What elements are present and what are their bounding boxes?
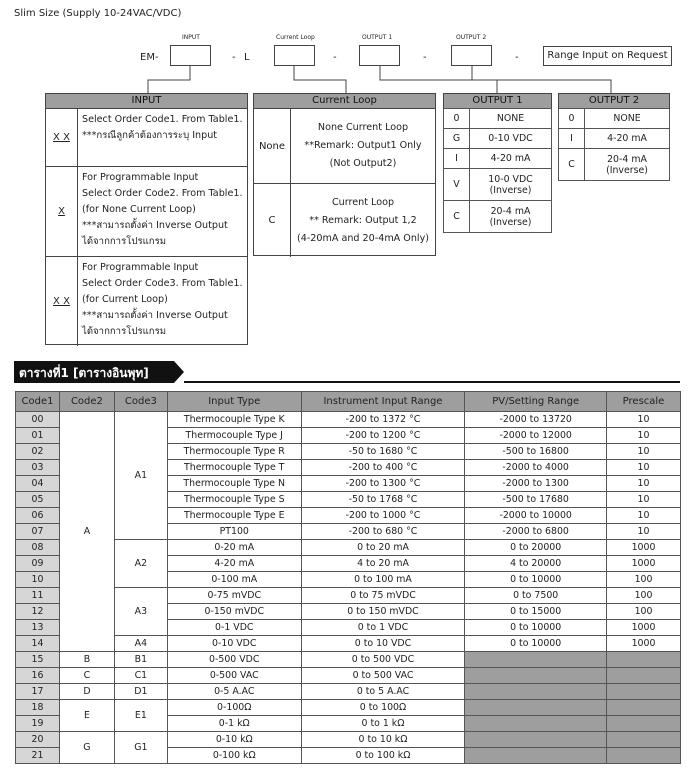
table1-pv-range: -2000 to 12000 [465, 428, 607, 444]
table1-prescale: 1000 [607, 620, 681, 636]
table1-header-cell: Code3 [114, 392, 167, 412]
table1-input-range: -200 to 1300 °C [301, 476, 465, 492]
table1-input-type: PT100 [167, 524, 301, 540]
input-row-line: ได้จากการโปรแกรม [82, 326, 167, 337]
table1-code1: 08 [16, 540, 60, 556]
output2-table [558, 93, 670, 181]
table1-pv-range: -2000 to 1300 [465, 476, 607, 492]
output2-value: 20-4 mA (Inverse) [585, 149, 670, 181]
input-row-line: Select Order Code3. From Table1. [82, 278, 243, 289]
table1-pv-range: 0 to 10000 [465, 620, 607, 636]
output2-value: NONE [585, 109, 670, 129]
table1-pv-range: -2000 to 13720 [465, 412, 607, 428]
table1-input-type: 0-10 kΩ [167, 732, 301, 748]
table1-code1: 02 [16, 444, 60, 460]
input-table [45, 93, 248, 345]
input-row-line: (for Current Loop) [82, 294, 168, 305]
table1-row [16, 684, 681, 700]
table1-pv-range: 0 to 10000 [465, 572, 607, 588]
table1-code1: 00 [16, 412, 60, 428]
table1-pv-range [465, 652, 607, 668]
output1-value: 4-20 mA [470, 149, 552, 169]
output2-row [559, 129, 670, 149]
input-row-line: Select Order Code2. From Table1. [82, 188, 243, 199]
dash-3: - [423, 52, 427, 63]
table1-prescale [607, 716, 681, 732]
input-row-code: X [46, 167, 78, 256]
table1-code1: 01 [16, 428, 60, 444]
table1-input-range: 0 to 100 kΩ [301, 748, 465, 764]
table1-input-type: Thermocouple Type R [167, 444, 301, 460]
output1-value: 20-4 mA (Inverse) [470, 201, 552, 233]
dash-1: - [232, 52, 236, 63]
table1-code1: 14 [16, 636, 60, 652]
table1-input-range: 0 to 150 mVDC [301, 604, 465, 620]
table1-prescale: 10 [607, 492, 681, 508]
table1-code3: A4 [114, 636, 167, 652]
table1-prescale: 1000 [607, 636, 681, 652]
table1-code1: 21 [16, 748, 60, 764]
table1-code2: G [59, 732, 114, 764]
output1-code: V [444, 169, 470, 201]
table1-code2: B [59, 652, 114, 668]
input-row-line: ***กรณีลูกค้าต้องการระบุ Input [82, 130, 218, 141]
table1-input-range: -200 to 680 °C [301, 524, 465, 540]
table1-code3: A1 [114, 412, 167, 540]
table1-pv-range: 0 to 10000 [465, 636, 607, 652]
output1-value: NONE [470, 109, 552, 129]
input-row-line: ***สามารถตั้งค่า Inverse Output [82, 220, 228, 231]
table1-code1: 20 [16, 732, 60, 748]
table1-code1: 15 [16, 652, 60, 668]
output1-value: 10-0 VDC (Inverse) [470, 169, 552, 201]
input-row-line: For Programmable Input [82, 172, 199, 183]
table1-row [16, 700, 681, 716]
input-row-line: For Programmable Input [82, 262, 199, 273]
table1-prescale [607, 748, 681, 764]
connector-lines [0, 0, 700, 100]
order-prefix: EM- [140, 52, 159, 63]
table1-code3: G1 [114, 732, 167, 764]
table1-code1: 16 [16, 668, 60, 684]
table1-code1: 13 [16, 620, 60, 636]
current-loop-table [253, 93, 436, 256]
table1-header-cell: Instrument Input Range [301, 392, 465, 412]
table1-input-type: 0-75 mVDC [167, 588, 301, 604]
input-row-text [78, 167, 247, 256]
table1-prescale [607, 684, 681, 700]
table1-pv-range [465, 732, 607, 748]
current-loop-row [254, 109, 435, 183]
table1-prescale: 1000 [607, 556, 681, 572]
table1-pv-range [465, 716, 607, 732]
table1-row [16, 540, 681, 556]
table1-input-type: 0-1 VDC [167, 620, 301, 636]
table1-code2: E [59, 700, 114, 732]
table1-input-range: 0 to 100 mA [301, 572, 465, 588]
current-loop-line: **Remark: Output1 Only [304, 140, 422, 151]
output1-code: I [444, 149, 470, 169]
output1-title: OUTPUT 1 [443, 93, 552, 108]
table1-input-range: 0 to 10 kΩ [301, 732, 465, 748]
dash-4: - [515, 52, 519, 63]
table1-code1: 10 [16, 572, 60, 588]
table1-input-type: 4-20 mA [167, 556, 301, 572]
table1-header-cell: Code1 [16, 392, 60, 412]
table1-prescale: 10 [607, 524, 681, 540]
current-loop-text [291, 109, 435, 183]
output1-row [444, 109, 552, 129]
input-row [46, 166, 247, 256]
letter-l: L [244, 52, 250, 63]
input-row-code: X X [46, 109, 78, 166]
table1-prescale: 10 [607, 460, 681, 476]
table1-pv-range [465, 684, 607, 700]
output1-table [443, 93, 552, 233]
table1-input-type: Thermocouple Type E [167, 508, 301, 524]
table1-input-range: 0 to 500 VDC [301, 652, 465, 668]
input-row-line: ***สามารถตั้งค่า Inverse Output [82, 310, 228, 321]
current-loop-text [291, 184, 435, 257]
table1-prescale: 1000 [607, 540, 681, 556]
input-row-text [78, 109, 247, 166]
input-table-rows [46, 109, 247, 346]
range-note: Range Input on Request [543, 46, 672, 66]
input-row-line: (for None Current Loop) [82, 204, 196, 215]
table1-code2: C [59, 668, 114, 684]
table1-prescale: 10 [607, 444, 681, 460]
input-row [46, 256, 247, 346]
table1-row [16, 636, 681, 652]
input-row-code: X X [46, 257, 78, 346]
output1-row [444, 169, 552, 201]
table1-input-range: -200 to 400 °C [301, 460, 465, 476]
current-loop-code: None [254, 109, 291, 183]
input-table-title: INPUT [46, 94, 247, 109]
current-loop-line: (4-20mA and 20-4mA Only) [296, 232, 430, 244]
label-output2: OUTPUT 2 [456, 34, 487, 41]
table1-input-range: 0 to 75 mVDC [301, 588, 465, 604]
table1-input-range: 0 to 10 VDC [301, 636, 465, 652]
section-title: ตารางที่1 [ตารางอินพุท] [19, 366, 149, 380]
table1-code1: 19 [16, 716, 60, 732]
table1-code1: 18 [16, 700, 60, 716]
output1-row [444, 201, 552, 233]
table1-pv-range: -500 to 16800 [465, 444, 607, 460]
table1-input-range: 4 to 20 mA [301, 556, 465, 572]
table1-code1: 03 [16, 460, 60, 476]
table1-prescale: 100 [607, 604, 681, 620]
table1-input-range: -50 to 1680 °C [301, 444, 465, 460]
table1-input-range: -200 to 1200 °C [301, 428, 465, 444]
table1-header-cell: Code2 [59, 392, 114, 412]
table1-row [16, 412, 681, 428]
table1-input-type: 0-100 kΩ [167, 748, 301, 764]
table1-prescale: 10 [607, 476, 681, 492]
table1-prescale: 100 [607, 572, 681, 588]
label-current-loop: Current Loop [276, 34, 315, 41]
table1-prescale: 100 [607, 588, 681, 604]
table1-prescale [607, 652, 681, 668]
table1-input-range: -200 to 1000 °C [301, 508, 465, 524]
table1-code1: 04 [16, 476, 60, 492]
current-loop-title: Current Loop [254, 94, 435, 109]
input-row [46, 109, 247, 166]
table1-prescale: 10 [607, 508, 681, 524]
output2-rows [558, 108, 670, 181]
table1-code2: A [59, 412, 114, 652]
table1-code3: A3 [114, 588, 167, 636]
output2-code: 0 [559, 109, 585, 129]
table1-pv-range [465, 668, 607, 684]
table1-input-type: Thermocouple Type J [167, 428, 301, 444]
table1-input-type: 0-100Ω [167, 700, 301, 716]
table1-input-type: 0-500 VDC [167, 652, 301, 668]
current-loop-line: Current Loop [331, 196, 395, 208]
label-input: INPUT [182, 34, 200, 41]
table1-code1: 07 [16, 524, 60, 540]
table1-pv-range [465, 700, 607, 716]
table1-code2: D [59, 684, 114, 700]
subtitle: Slim Size (Supply 10-24VAC/VDC) [14, 8, 182, 19]
table1-prescale [607, 732, 681, 748]
output1-code: 0 [444, 109, 470, 129]
table1-header-cell: Input Type [167, 392, 301, 412]
table1-pv-range: -2000 to 10000 [465, 508, 607, 524]
table1-code1: 06 [16, 508, 60, 524]
dash-2: - [333, 52, 337, 63]
table1-input-range: -50 to 1768 °C [301, 492, 465, 508]
current-loop-row [254, 183, 435, 257]
table1-input-type: Thermocouple Type K [167, 412, 301, 428]
input-row-line: Select Order Code1. From Table1. [82, 114, 243, 125]
output1-row [444, 129, 552, 149]
input-row-line: ได้จากการโปรแกรม [82, 236, 167, 247]
table1-input-range: -200 to 1372 °C [301, 412, 465, 428]
table1-header-cell: Prescale [607, 392, 681, 412]
table1-prescale: 10 [607, 428, 681, 444]
table1-row [16, 732, 681, 748]
table1-row [16, 652, 681, 668]
table1-code1: 05 [16, 492, 60, 508]
table1-code3: C1 [114, 668, 167, 684]
table1-code3: D1 [114, 684, 167, 700]
output2-row [559, 149, 670, 181]
table1-input-range: 0 to 5 A.AC [301, 684, 465, 700]
table1-input-type: 0-5 A.AC [167, 684, 301, 700]
table1-prescale [607, 668, 681, 684]
table1-input-type: Thermocouple Type N [167, 476, 301, 492]
current-loop-rows [254, 109, 435, 257]
table1-code3: A2 [114, 540, 167, 588]
output2-title: OUTPUT 2 [558, 93, 670, 108]
table1-input-type: 0-20 mA [167, 540, 301, 556]
table1-code1: 11 [16, 588, 60, 604]
label-output1: OUTPUT 1 [362, 34, 393, 41]
output1-rows [443, 108, 552, 233]
table1-code1: 12 [16, 604, 60, 620]
table1-pv-range: 0 to 15000 [465, 604, 607, 620]
table1 [15, 391, 681, 764]
table1-input-type: 0-150 mVDC [167, 604, 301, 620]
table1-code3: E1 [114, 700, 167, 732]
table1-code1: 09 [16, 556, 60, 572]
current-loop-line: None Current Loop [317, 122, 409, 133]
output1-code: C [444, 201, 470, 233]
output2-value: 4-20 mA [585, 129, 670, 149]
table1-input-type: 0-10 VDC [167, 636, 301, 652]
table1-row [16, 668, 681, 684]
current-loop-line: (Not Output2) [329, 158, 397, 169]
table1-pv-range: 0 to 7500 [465, 588, 607, 604]
table1-prescale: 10 [607, 412, 681, 428]
table1-input-range: 0 to 500 VAC [301, 668, 465, 684]
table1-header-row [16, 392, 681, 412]
table1-prescale [607, 700, 681, 716]
table1-pv-range: -2000 to 4000 [465, 460, 607, 476]
table1-input-type: 0-100 mA [167, 572, 301, 588]
table1-pv-range [465, 748, 607, 764]
table1-code1: 17 [16, 684, 60, 700]
current-loop-line: ** Remark: Output 1,2 [309, 214, 417, 226]
table1-input-type: 0-500 VAC [167, 668, 301, 684]
output2-code: I [559, 129, 585, 149]
input-row-text [78, 257, 247, 346]
table1-input-range: 0 to 1 kΩ [301, 716, 465, 732]
table1-input-type: Thermocouple Type T [167, 460, 301, 476]
output2-code: C [559, 149, 585, 181]
table1-input-type: Thermocouple Type S [167, 492, 301, 508]
output2-row [559, 109, 670, 129]
table1-input-type: 0-1 kΩ [167, 716, 301, 732]
output1-code: G [444, 129, 470, 149]
table1-row [16, 588, 681, 604]
table1-pv-range: 4 to 20000 [465, 556, 607, 572]
output1-value: 0-10 VDC [470, 129, 552, 149]
table1-pv-range: -2000 to 6800 [465, 524, 607, 540]
table1-header-cell: PV/Setting Range [465, 392, 607, 412]
output1-row [444, 149, 552, 169]
table1-input-range: 0 to 1 VDC [301, 620, 465, 636]
table1-input-range: 0 to 100Ω [301, 700, 465, 716]
current-loop-code: C [254, 184, 291, 257]
table1-pv-range: -500 to 17680 [465, 492, 607, 508]
table1-input-range: 0 to 20 mA [301, 540, 465, 556]
table1-pv-range: 0 to 20000 [465, 540, 607, 556]
table1-code3: B1 [114, 652, 167, 668]
